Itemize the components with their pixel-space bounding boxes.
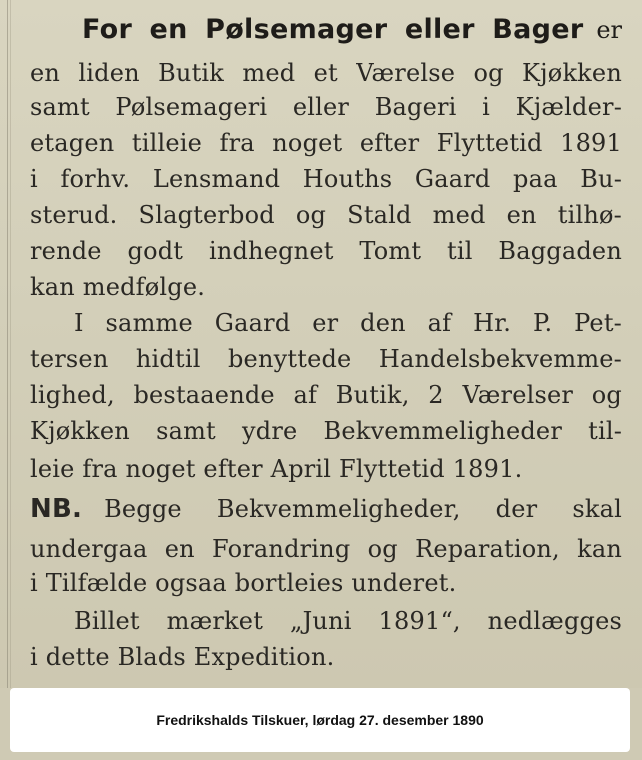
text-line: Kjøkken samt ydre Bekvemmeligheder til-	[30, 417, 622, 445]
ad-headline	[82, 10, 622, 50]
nb-label: NB.	[30, 494, 83, 524]
text-line: sterud. Slagterbod og Stald med en tilhø-	[30, 201, 622, 229]
text-line: undergaa en Forandring og Reparation, kan	[30, 535, 622, 563]
text-line: rende godt indhegnet Tomt til Baggaden	[30, 237, 622, 265]
text-line: Billet mærket „Juni 1891“, nedlægges	[74, 607, 622, 635]
nb-line	[30, 492, 622, 526]
column-rule-secondary	[10, 0, 11, 688]
text-line: i forhv. Lensmand Houths Gaard paa Bu-	[30, 165, 622, 193]
text-line: etagen tilleie fra noget efter Flyttetid 1891	[30, 129, 622, 157]
text-line: I samme Gaard er den af Hr. P. Pet-	[74, 309, 622, 337]
text-line: samt Pølsemageri eller Bageri i Kjælder-	[30, 93, 622, 121]
source-caption: Fredrikshalds Tilskuer, lørdag 27. desember 1890	[156, 712, 484, 728]
text-line: leie fra noget efter April Flyttetid 1891.	[30, 455, 523, 483]
text-line: en liden Butik med et Værelse og Kjøkken	[30, 59, 622, 87]
text-line: kan medfølge.	[30, 273, 206, 301]
column-rule	[7, 0, 8, 688]
text-line: lighed, bestaaende af Butik, 2 Værelser og	[30, 381, 622, 409]
caption-box	[10, 688, 630, 752]
headline-tail: er	[596, 16, 622, 44]
text-line: tersen hidtil benyttede Handelsbekvemme-	[30, 345, 622, 373]
nb-text: Begge Bekvemmeligheder, der skal	[104, 495, 622, 523]
text-line: i dette Blads Expedition.	[30, 643, 335, 671]
headline-text: For en Pølsemager eller Bager	[82, 14, 584, 45]
text-line: i Tilfælde ogsaa bortleies underet.	[30, 569, 457, 597]
